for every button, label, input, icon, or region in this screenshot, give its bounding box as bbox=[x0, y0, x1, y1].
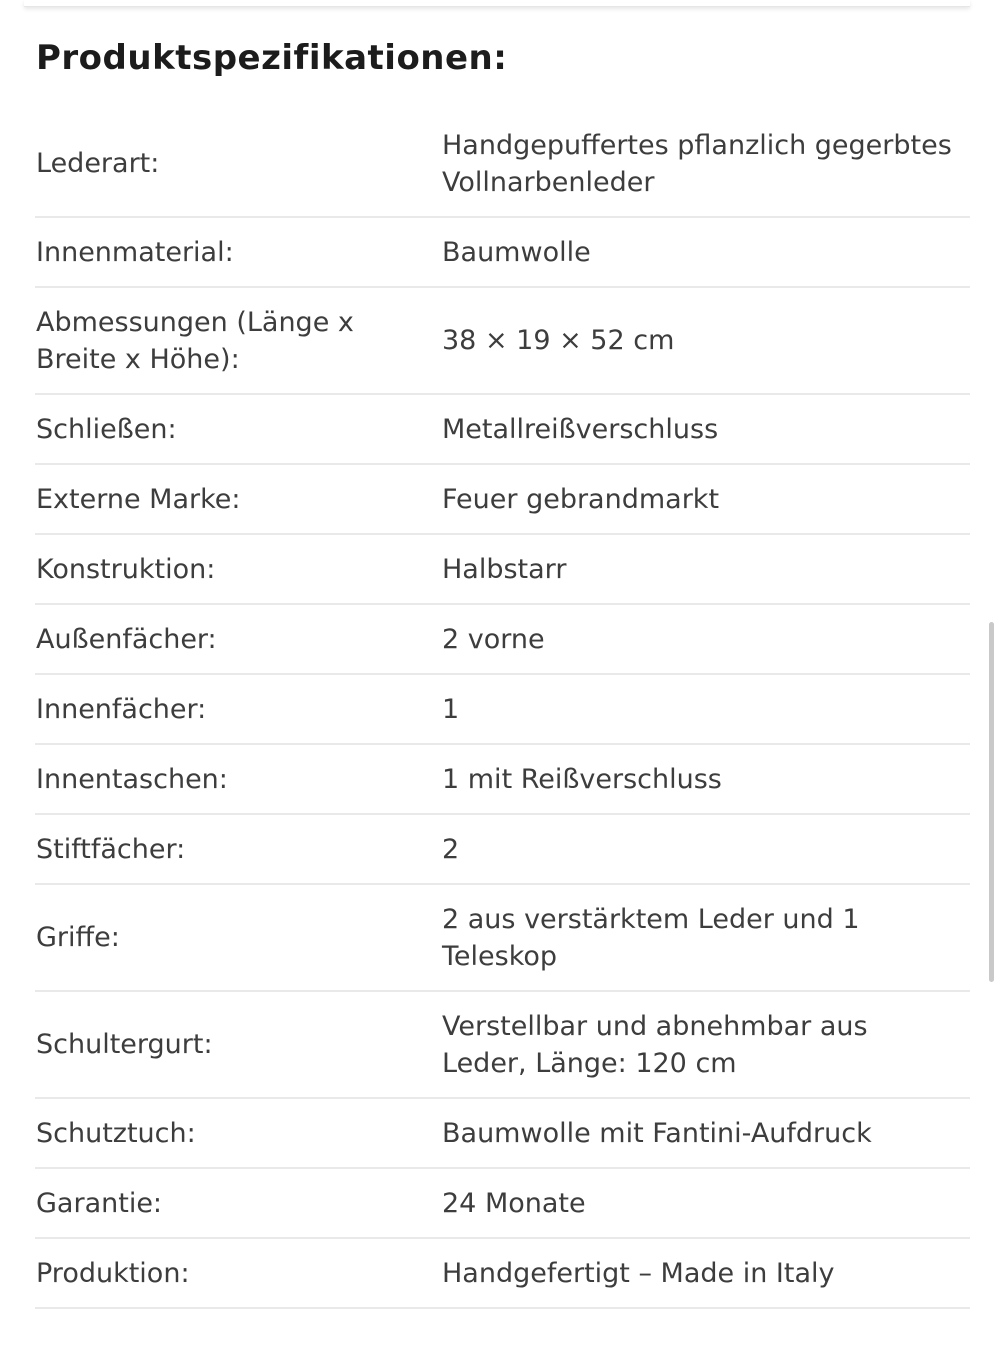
spec-value-cell bbox=[442, 1238, 970, 1308]
spec-row bbox=[35, 884, 970, 991]
spec-value-cell bbox=[442, 991, 970, 1098]
spec-value-cell bbox=[442, 884, 970, 991]
spec-value-cell bbox=[442, 534, 970, 604]
spec-value-cell bbox=[442, 394, 970, 464]
spec-value: Baumwolle mit Fantini-Aufdruck bbox=[442, 1117, 872, 1149]
spec-row bbox=[35, 287, 970, 394]
spec-value: Halbstarr bbox=[442, 553, 567, 585]
spec-value: Feuer gebrandmarkt bbox=[442, 483, 720, 515]
spec-row bbox=[35, 744, 970, 814]
spec-value-cell bbox=[442, 744, 970, 814]
spec-row bbox=[35, 991, 970, 1098]
spec-label: Externe Marke: bbox=[36, 483, 241, 515]
spec-row bbox=[35, 604, 970, 674]
spec-value: 2 aus verstärktem Leder und 1 Teleskop bbox=[442, 903, 860, 972]
spec-row bbox=[35, 464, 970, 534]
scrollbar[interactable] bbox=[989, 622, 994, 982]
spec-label-cell bbox=[35, 287, 442, 394]
spec-label-cell bbox=[35, 744, 442, 814]
spec-value: Handgefertigt – Made in Italy bbox=[442, 1257, 835, 1289]
spec-label-cell bbox=[35, 394, 442, 464]
spec-row bbox=[35, 814, 970, 884]
spec-row bbox=[35, 1238, 970, 1308]
section-title: Produktspezifikationen: bbox=[36, 38, 508, 78]
spec-value-cell bbox=[442, 287, 970, 394]
spec-value: 38 × 19 × 52 cm bbox=[442, 325, 675, 356]
spec-value-cell bbox=[442, 814, 970, 884]
spec-value-cell bbox=[442, 604, 970, 674]
spec-row bbox=[35, 111, 970, 217]
spec-label: Schließen: bbox=[36, 413, 177, 445]
spec-value-cell bbox=[442, 674, 970, 744]
spec-row bbox=[35, 217, 970, 287]
spec-label: Produktion: bbox=[36, 1257, 190, 1289]
spec-value-cell bbox=[442, 1098, 970, 1168]
spec-label-cell bbox=[35, 534, 442, 604]
spec-label-cell bbox=[35, 884, 442, 991]
spec-label-cell bbox=[35, 1238, 442, 1308]
spec-value: Handgepuffertes pflanzlich gegerbtes Vollnarbenleder bbox=[442, 129, 952, 198]
spec-label: Abmessungen (Länge x Breite x Höhe): bbox=[36, 306, 354, 375]
spec-label-cell bbox=[35, 1168, 442, 1238]
spec-label-cell bbox=[35, 464, 442, 534]
spec-label-cell bbox=[35, 674, 442, 744]
spec-label: Schutztuch: bbox=[36, 1117, 196, 1149]
spec-label: Garantie: bbox=[36, 1187, 163, 1219]
spec-label-cell bbox=[35, 604, 442, 674]
spec-label: Innentaschen: bbox=[36, 763, 228, 795]
spec-label: Innenmaterial: bbox=[36, 236, 234, 268]
spec-label-cell bbox=[35, 814, 442, 884]
spec-value: Verstellbar und abnehmbar aus Leder, Länge: 120 cm bbox=[442, 1010, 868, 1079]
spec-label: Schultergurt: bbox=[36, 1029, 213, 1060]
spec-row bbox=[35, 1098, 970, 1168]
specs-table-body bbox=[35, 111, 970, 1308]
spec-label-cell bbox=[35, 991, 442, 1098]
product-specs-table bbox=[35, 111, 970, 1309]
spec-value-cell bbox=[442, 217, 970, 287]
spec-value-cell bbox=[442, 1168, 970, 1238]
spec-label-cell bbox=[35, 111, 442, 217]
spec-label: Außenfächer: bbox=[36, 623, 217, 655]
spec-value: 2 vorne bbox=[442, 623, 545, 655]
spec-label: Stiftfächer: bbox=[36, 833, 186, 865]
spec-row bbox=[35, 1168, 970, 1238]
spec-value: Baumwolle bbox=[442, 236, 591, 268]
spec-label: Innenfächer: bbox=[36, 693, 207, 725]
spec-row bbox=[35, 534, 970, 604]
spec-value-cell bbox=[442, 111, 970, 217]
spec-value: 24 Monate bbox=[442, 1187, 586, 1219]
previous-section-edge bbox=[24, 0, 970, 7]
spec-value: 2 bbox=[442, 833, 460, 865]
spec-label-cell bbox=[35, 1098, 442, 1168]
spec-row bbox=[35, 674, 970, 744]
spec-label: Konstruktion: bbox=[36, 553, 216, 585]
spec-value: Metallreißverschluss bbox=[442, 413, 719, 445]
spec-value: 1 bbox=[442, 693, 460, 725]
spec-label: Lederart: bbox=[36, 148, 160, 179]
spec-label: Griffe: bbox=[36, 922, 120, 953]
spec-row bbox=[35, 394, 970, 464]
spec-value: 1 mit Reißverschluss bbox=[442, 763, 722, 795]
spec-label-cell bbox=[35, 217, 442, 287]
spec-value-cell bbox=[442, 464, 970, 534]
